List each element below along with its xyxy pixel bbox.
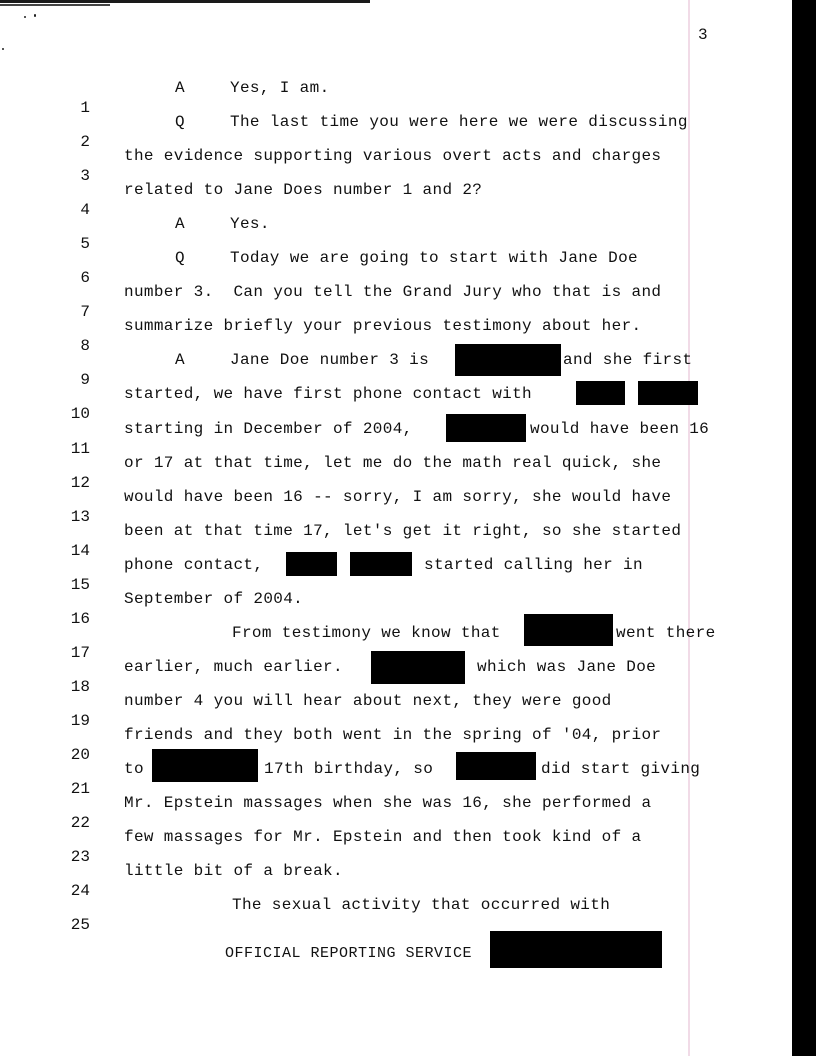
line-number: 8 xyxy=(80,337,90,355)
transcript-line xyxy=(0,112,780,151)
transcript-line xyxy=(0,691,780,730)
transcript-line xyxy=(0,78,780,117)
line-number: 23 xyxy=(70,848,90,866)
transcript-line xyxy=(0,146,780,185)
speaker-label: A xyxy=(175,351,185,369)
line-number: 2 xyxy=(80,133,90,151)
line-text: which was Jane Doe xyxy=(477,658,657,676)
line-text: From testimony we know that xyxy=(232,624,501,642)
transcript-line xyxy=(0,350,780,389)
line-text: would have been 16 xyxy=(530,420,710,438)
line-text: Mr. Epstein massages when she was 16, she performed a xyxy=(124,794,652,812)
line-text: related to Jane Does number 1 and 2? xyxy=(124,181,483,199)
line-number: 5 xyxy=(80,235,90,253)
transcript-line xyxy=(0,453,780,492)
redaction-block xyxy=(455,344,561,376)
transcript-line xyxy=(0,214,780,253)
line-text: September of 2004. xyxy=(124,590,304,608)
line-text: Yes, I am. xyxy=(230,79,330,97)
line-number: 19 xyxy=(70,712,90,730)
line-text: went there xyxy=(616,624,716,642)
line-text: to xyxy=(124,760,144,778)
redaction-block xyxy=(456,752,536,780)
line-text: summarize briefly your previous testimony about her. xyxy=(124,317,642,335)
redaction-block xyxy=(350,552,412,576)
line-number: 1 xyxy=(80,99,90,117)
line-text: the evidence supporting various overt acts and charges xyxy=(124,147,662,165)
scan-edge-top-shadow xyxy=(0,4,110,6)
line-text: Yes. xyxy=(230,215,270,233)
speaker-label: A xyxy=(175,215,185,233)
line-number: 12 xyxy=(70,474,90,492)
line-number: 17 xyxy=(70,644,90,662)
scan-speck xyxy=(34,14,36,17)
line-text: The sexual activity that occurred with xyxy=(232,896,611,914)
line-text: number 3. Can you tell the Grand Jury who that is and xyxy=(124,283,662,301)
transcript-line xyxy=(0,521,780,560)
line-text: few massages for Mr. Epstein and then took kind of a xyxy=(124,828,642,846)
line-text: started calling her in xyxy=(424,556,643,574)
line-text: did start giving xyxy=(541,760,701,778)
line-number: 15 xyxy=(70,576,90,594)
redaction-block xyxy=(152,749,258,782)
redaction-block xyxy=(576,381,625,405)
line-number: 7 xyxy=(80,303,90,321)
scan-edge-top xyxy=(0,0,370,3)
line-text: would have been 16 -- sorry, I am sorry, she would have xyxy=(124,488,672,506)
line-text: little bit of a break. xyxy=(124,862,343,880)
transcript-line xyxy=(0,725,780,764)
line-number: 25 xyxy=(70,916,90,934)
line-text: Today we are going to start with Jane Doe xyxy=(230,249,639,267)
transcript-line xyxy=(0,793,780,832)
line-text: starting in December of 2004, xyxy=(124,420,413,438)
line-number: 21 xyxy=(70,780,90,798)
scan-speck xyxy=(24,16,26,18)
page-number: 3 xyxy=(698,26,708,44)
line-text: earlier, much earlier. xyxy=(124,658,343,676)
footer-reporting-service: OFFICIAL REPORTING SERVICE xyxy=(225,945,473,962)
transcript-line xyxy=(0,316,780,355)
line-number: 13 xyxy=(70,508,90,526)
line-text: and she first xyxy=(563,351,693,369)
speaker-label: A xyxy=(175,79,185,97)
line-number: 24 xyxy=(70,882,90,900)
line-number: 6 xyxy=(80,269,90,287)
redaction-block xyxy=(638,381,698,405)
scan-edge-right xyxy=(792,0,816,1056)
redaction-block xyxy=(524,614,613,646)
line-text: friends and they both went in the spring of '04, prior xyxy=(124,726,662,744)
line-number: 9 xyxy=(80,371,90,389)
line-number: 16 xyxy=(70,610,90,628)
transcript-line xyxy=(0,248,780,287)
transcript-line xyxy=(0,861,780,900)
redaction-block xyxy=(490,931,662,968)
line-number: 10 xyxy=(70,405,90,423)
transcript-line xyxy=(0,487,780,526)
transcript-line xyxy=(0,895,780,934)
line-number: 20 xyxy=(70,746,90,764)
redaction-block xyxy=(286,552,337,576)
transcript-line xyxy=(0,180,780,219)
transcript-line xyxy=(0,282,780,321)
transcript-line xyxy=(0,759,780,798)
line-number: 22 xyxy=(70,814,90,832)
line-number: 11 xyxy=(70,440,90,458)
line-text: or 17 at that time, let me do the math real quick, she xyxy=(124,454,662,472)
line-number: 14 xyxy=(70,542,90,560)
line-number: 4 xyxy=(80,201,90,219)
transcript-line xyxy=(0,419,780,458)
line-number: 18 xyxy=(70,678,90,696)
line-text: Jane Doe number 3 is xyxy=(230,351,430,369)
scan-speck xyxy=(2,48,4,50)
speaker-label: Q xyxy=(175,249,185,267)
line-text: The last time you were here we were discussing xyxy=(230,113,688,131)
line-text: 17th birthday, so xyxy=(264,760,434,778)
line-text: started, we have first phone contact with xyxy=(124,385,533,403)
line-text: phone contact, xyxy=(124,556,264,574)
speaker-label: Q xyxy=(175,113,185,131)
transcript-line xyxy=(0,827,780,866)
transcript-line xyxy=(0,589,780,628)
line-text: number 4 you will hear about next, they were good xyxy=(124,692,612,710)
line-text: been at that time 17, let's get it right, so she started xyxy=(124,522,682,540)
redaction-block xyxy=(371,651,465,684)
redaction-block xyxy=(446,414,526,442)
line-number: 3 xyxy=(80,167,90,185)
